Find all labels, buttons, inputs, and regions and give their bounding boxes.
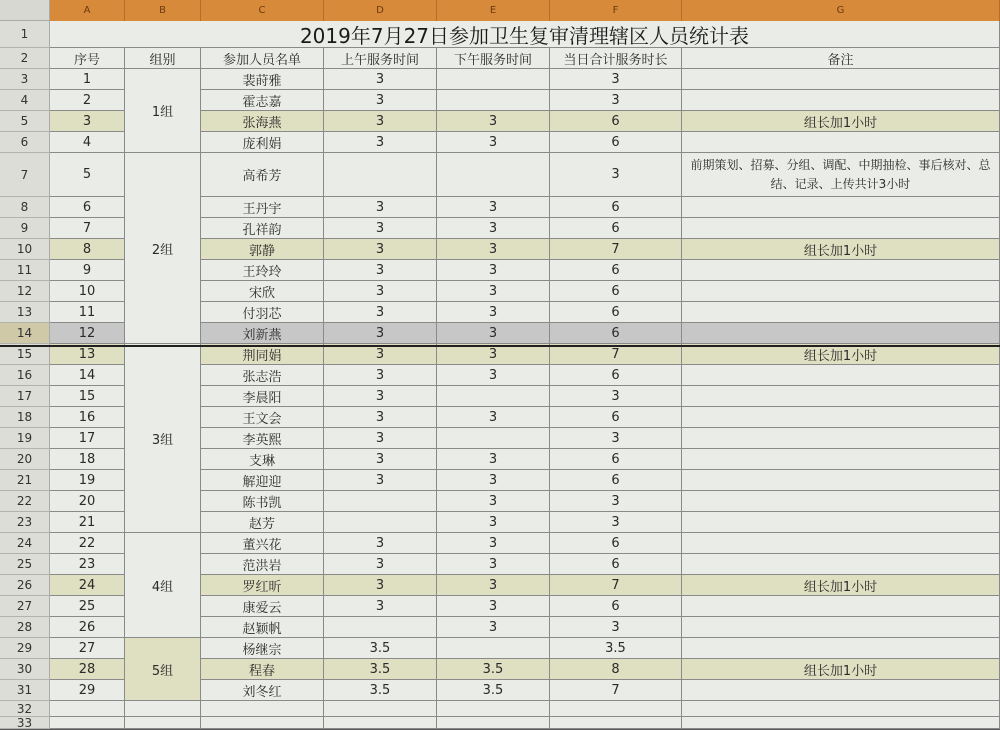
row-header-3[interactable]: 3 xyxy=(0,69,50,90)
cell-name[interactable]: 李晨阳 xyxy=(201,386,324,407)
cell-total[interactable]: 3 xyxy=(550,512,682,533)
cell-note[interactable] xyxy=(682,470,1000,491)
cell-am[interactable]: 3.5 xyxy=(324,680,437,701)
cell-note[interactable] xyxy=(682,449,1000,470)
cell-note[interactable] xyxy=(682,90,1000,111)
empty-cell[interactable] xyxy=(324,701,437,717)
row-header-7[interactable]: 7 xyxy=(0,153,50,197)
cell-total[interactable]: 3 xyxy=(550,428,682,449)
cell-name[interactable]: 陈书凯 xyxy=(201,491,324,512)
cell-total[interactable]: 6 xyxy=(550,218,682,239)
cell-note[interactable] xyxy=(682,260,1000,281)
cell-total[interactable]: 3 xyxy=(550,491,682,512)
cell-no[interactable]: 14 xyxy=(50,365,125,386)
row-header-21[interactable]: 21 xyxy=(0,470,50,491)
cell-pm[interactable]: 3 xyxy=(437,533,550,554)
empty-row xyxy=(50,717,1000,729)
cell-name[interactable]: 裴莳雅 xyxy=(201,69,324,90)
group-cell[interactable]: 4组 xyxy=(125,533,201,638)
cell-am[interactable] xyxy=(324,491,437,512)
cell-no[interactable]: 16 xyxy=(50,407,125,428)
row-header-19[interactable]: 19 xyxy=(0,428,50,449)
cell-am[interactable]: 3 xyxy=(324,197,437,218)
row-header-11[interactable]: 11 xyxy=(0,260,50,281)
cell-am[interactable]: 3 xyxy=(324,449,437,470)
cell-am[interactable] xyxy=(324,617,437,638)
cell-name[interactable]: 郭静 xyxy=(201,239,324,260)
cell-am[interactable]: 3 xyxy=(324,407,437,428)
header-note[interactable]: 备注 xyxy=(682,48,1000,69)
cell-note[interactable] xyxy=(682,132,1000,153)
cell-am[interactable]: 3 xyxy=(324,365,437,386)
cell-note[interactable] xyxy=(682,533,1000,554)
group-cell[interactable]: 1组 xyxy=(125,69,201,153)
cell-no[interactable]: 22 xyxy=(50,533,125,554)
cell-no[interactable]: 4 xyxy=(50,132,125,153)
cell-note[interactable] xyxy=(682,428,1000,449)
cell-pm[interactable]: 3 xyxy=(437,407,550,428)
cell-name[interactable]: 解迎迎 xyxy=(201,470,324,491)
cell-pm[interactable]: 3 xyxy=(437,239,550,260)
empty-cell[interactable] xyxy=(682,701,1000,717)
cell-total[interactable]: 6 xyxy=(550,449,682,470)
cell-pm[interactable] xyxy=(437,69,550,90)
row-header-9[interactable]: 9 xyxy=(0,218,50,239)
cell-total[interactable]: 6 xyxy=(550,470,682,491)
cell-name[interactable]: 罗红昕 xyxy=(201,575,324,596)
row-header-28[interactable]: 28 xyxy=(0,617,50,638)
row-header-12[interactable]: 12 xyxy=(0,281,50,302)
cell-no[interactable]: 8 xyxy=(50,239,125,260)
cell-am[interactable]: 3 xyxy=(324,239,437,260)
cell-pm[interactable] xyxy=(437,638,550,659)
cell-name[interactable]: 孔祥韵 xyxy=(201,218,324,239)
cell-no[interactable]: 10 xyxy=(50,281,125,302)
cell-pm[interactable]: 3 xyxy=(437,617,550,638)
cell-no[interactable]: 21 xyxy=(50,512,125,533)
cell-note[interactable] xyxy=(682,638,1000,659)
cell-am[interactable]: 3 xyxy=(324,533,437,554)
cell-name[interactable]: 董兴花 xyxy=(201,533,324,554)
cell-no[interactable]: 13 xyxy=(50,344,125,365)
cell-total[interactable]: 6 xyxy=(550,554,682,575)
cell-pm[interactable]: 3 xyxy=(437,449,550,470)
cell-total[interactable]: 6 xyxy=(550,260,682,281)
cell-am[interactable]: 3 xyxy=(324,596,437,617)
column-header-bar xyxy=(50,0,1000,21)
cell-no[interactable]: 3 xyxy=(50,111,125,132)
cell-pm[interactable]: 3 xyxy=(437,302,550,323)
cell-name[interactable]: 付羽芯 xyxy=(201,302,324,323)
cell-name[interactable]: 程春 xyxy=(201,659,324,680)
cell-am[interactable]: 3 xyxy=(324,554,437,575)
cell-note[interactable] xyxy=(682,365,1000,386)
cell-note[interactable] xyxy=(682,554,1000,575)
cell-note[interactable]: 组长加1小时 xyxy=(682,111,1000,132)
cell-am[interactable]: 3 xyxy=(324,218,437,239)
row-header-27[interactable]: 27 xyxy=(0,596,50,617)
cell-am[interactable]: 3 xyxy=(324,575,437,596)
cell-total[interactable]: 6 xyxy=(550,111,682,132)
header-row xyxy=(50,48,1000,69)
row-header-25[interactable]: 25 xyxy=(0,554,50,575)
cell-am[interactable] xyxy=(324,153,437,197)
cell-am[interactable]: 3 xyxy=(324,470,437,491)
cell-note[interactable] xyxy=(682,491,1000,512)
header-group[interactable]: 组别 xyxy=(125,48,201,69)
empty-cell[interactable] xyxy=(50,717,125,729)
empty-cell[interactable] xyxy=(550,701,682,717)
empty-row xyxy=(50,701,1000,717)
empty-cell[interactable] xyxy=(125,717,201,729)
empty-cell[interactable] xyxy=(125,701,201,717)
cell-total[interactable]: 7 xyxy=(550,344,682,365)
cell-total[interactable]: 8 xyxy=(550,659,682,680)
cell-total[interactable]: 6 xyxy=(550,302,682,323)
column-header-f[interactable]: F xyxy=(550,0,682,21)
cell-name[interactable]: 支琳 xyxy=(201,449,324,470)
column-header-a[interactable]: A xyxy=(50,0,125,21)
cell-no[interactable]: 15 xyxy=(50,386,125,407)
row-header-8[interactable]: 8 xyxy=(0,197,50,218)
cell-total[interactable]: 3.5 xyxy=(550,638,682,659)
cell-name[interactable]: 王丹宇 xyxy=(201,197,324,218)
cell-am[interactable]: 3 xyxy=(324,344,437,365)
header-am[interactable]: 上午服务时间 xyxy=(324,48,437,69)
cell-no[interactable]: 7 xyxy=(50,218,125,239)
empty-cell[interactable] xyxy=(437,701,550,717)
cell-name[interactable]: 赵颖帆 xyxy=(201,617,324,638)
cell-note[interactable] xyxy=(682,197,1000,218)
cell-total[interactable]: 3 xyxy=(550,617,682,638)
cell-am[interactable]: 3 xyxy=(324,132,437,153)
cell-no[interactable]: 29 xyxy=(50,680,125,701)
empty-cell[interactable] xyxy=(201,701,324,717)
cell-total[interactable]: 7 xyxy=(550,680,682,701)
empty-cell[interactable] xyxy=(550,717,682,729)
cell-pm[interactable] xyxy=(437,153,550,197)
cell-no[interactable]: 18 xyxy=(50,449,125,470)
cell-name[interactable]: 荆同娟 xyxy=(201,344,324,365)
header-pm[interactable]: 下午服务时间 xyxy=(437,48,550,69)
cell-no[interactable]: 19 xyxy=(50,470,125,491)
empty-cell[interactable] xyxy=(324,717,437,729)
row-header-30[interactable]: 30 xyxy=(0,659,50,680)
empty-cell[interactable] xyxy=(201,717,324,729)
cell-pm[interactable]: 3 xyxy=(437,132,550,153)
cell-name[interactable]: 高希芳 xyxy=(201,153,324,197)
row-header-23[interactable]: 23 xyxy=(0,512,50,533)
cell-note[interactable] xyxy=(682,323,1000,344)
cell-pm[interactable]: 3 xyxy=(437,470,550,491)
cell-name[interactable]: 王文会 xyxy=(201,407,324,428)
row-header-31[interactable]: 31 xyxy=(0,680,50,701)
cell-no[interactable]: 26 xyxy=(50,617,125,638)
selected-row-border xyxy=(0,345,1000,347)
cell-no[interactable]: 6 xyxy=(50,197,125,218)
cell-note[interactable]: 组长加1小时 xyxy=(682,575,1000,596)
cell-total[interactable]: 6 xyxy=(550,281,682,302)
cell-no[interactable]: 24 xyxy=(50,575,125,596)
cell-total[interactable]: 6 xyxy=(550,365,682,386)
cell-am[interactable] xyxy=(324,512,437,533)
cell-no[interactable]: 12 xyxy=(50,323,125,344)
cell-am[interactable]: 3 xyxy=(324,260,437,281)
cell-total[interactable]: 6 xyxy=(550,323,682,344)
cell-note[interactable] xyxy=(682,218,1000,239)
cell-total[interactable]: 3 xyxy=(550,69,682,90)
empty-cell[interactable] xyxy=(50,701,125,717)
cell-am[interactable]: 3 xyxy=(324,323,437,344)
cell-am[interactable]: 3.5 xyxy=(324,638,437,659)
group-cell[interactable]: 3组 xyxy=(125,344,201,533)
cell-no[interactable]: 9 xyxy=(50,260,125,281)
cell-pm[interactable]: 3.5 xyxy=(437,680,550,701)
column-header-b[interactable]: B xyxy=(125,0,201,21)
cell-note[interactable] xyxy=(682,680,1000,701)
cell-note[interactable] xyxy=(682,596,1000,617)
cell-no[interactable]: 17 xyxy=(50,428,125,449)
cell-note[interactable]: 组长加1小时 xyxy=(682,659,1000,680)
cell-note[interactable] xyxy=(682,512,1000,533)
cell-total[interactable]: 7 xyxy=(550,575,682,596)
cell-note[interactable]: 组长加1小时 xyxy=(682,239,1000,260)
row-header-22[interactable]: 22 xyxy=(0,491,50,512)
cell-no[interactable]: 27 xyxy=(50,638,125,659)
row-header-29[interactable]: 29 xyxy=(0,638,50,659)
cell-am[interactable]: 3 xyxy=(324,302,437,323)
cell-name[interactable]: 庞利娟 xyxy=(201,132,324,153)
cell-name[interactable]: 张海燕 xyxy=(201,111,324,132)
cell-total[interactable]: 3 xyxy=(550,90,682,111)
cell-note[interactable] xyxy=(682,386,1000,407)
cell-pm[interactable] xyxy=(437,386,550,407)
row-header-6[interactable]: 6 xyxy=(0,132,50,153)
cell-am[interactable]: 3 xyxy=(324,386,437,407)
cell-name[interactable]: 康爱云 xyxy=(201,596,324,617)
cell-name[interactable]: 范洪岩 xyxy=(201,554,324,575)
cell-total[interactable]: 7 xyxy=(550,239,682,260)
cell-am[interactable]: 3 xyxy=(324,281,437,302)
cell-note[interactable] xyxy=(682,407,1000,428)
cell-no[interactable]: 2 xyxy=(50,90,125,111)
row-header-20[interactable]: 20 xyxy=(0,449,50,470)
row-header-33[interactable]: 33 xyxy=(0,717,50,729)
cell-name[interactable]: 张志浩 xyxy=(201,365,324,386)
row-header-13[interactable]: 13 xyxy=(0,302,50,323)
cell-note[interactable]: 前期策划、招募、分组、调配、中期抽检、事后核对、总结、记录、上传共计3小时 xyxy=(682,153,1000,197)
cell-pm[interactable]: 3 xyxy=(437,365,550,386)
cell-pm[interactable]: 3 xyxy=(437,512,550,533)
cell-note[interactable] xyxy=(682,69,1000,90)
cell-pm[interactable]: 3 xyxy=(437,323,550,344)
cell-pm[interactable]: 3 xyxy=(437,260,550,281)
row-header-5[interactable]: 5 xyxy=(0,111,50,132)
row-header-16[interactable]: 16 xyxy=(0,365,50,386)
group-cell[interactable]: 2组 xyxy=(125,153,201,344)
empty-cell[interactable] xyxy=(682,717,1000,729)
column-header-e[interactable]: E xyxy=(437,0,550,21)
cell-note[interactable] xyxy=(682,281,1000,302)
cell-pm[interactable]: 3 xyxy=(437,281,550,302)
header-name[interactable]: 参加人员名单 xyxy=(201,48,324,69)
cell-pm[interactable]: 3 xyxy=(437,491,550,512)
cell-pm[interactable]: 3 xyxy=(437,596,550,617)
cell-pm[interactable]: 3 xyxy=(437,344,550,365)
column-header-d[interactable]: D xyxy=(324,0,437,21)
cell-name[interactable]: 刘冬红 xyxy=(201,680,324,701)
group-cell[interactable]: 5组 xyxy=(125,638,201,701)
sheet-title[interactable]: 2019年7月27日参加卫生复审清理辖区人员统计表 xyxy=(50,21,1000,48)
empty-cell[interactable] xyxy=(437,717,550,729)
row-header-24[interactable]: 24 xyxy=(0,533,50,554)
cell-name[interactable]: 刘新燕 xyxy=(201,323,324,344)
title-row xyxy=(50,21,1000,48)
row-header-1[interactable]: 1 xyxy=(0,21,50,48)
column-header-g[interactable]: G xyxy=(682,0,1000,21)
cell-no[interactable]: 28 xyxy=(50,659,125,680)
row-header-14[interactable]: 14 xyxy=(0,323,50,344)
cell-total[interactable]: 6 xyxy=(550,197,682,218)
cell-note[interactable] xyxy=(682,617,1000,638)
row-header-26[interactable]: 26 xyxy=(0,575,50,596)
cell-total[interactable]: 3 xyxy=(550,153,682,197)
cell-no[interactable]: 1 xyxy=(50,69,125,90)
cell-total[interactable]: 6 xyxy=(550,407,682,428)
cell-am[interactable]: 3 xyxy=(324,111,437,132)
cell-am[interactable]: 3 xyxy=(324,428,437,449)
cell-name[interactable]: 李英熙 xyxy=(201,428,324,449)
cell-pm[interactable]: 3.5 xyxy=(437,659,550,680)
cell-total[interactable]: 6 xyxy=(550,596,682,617)
cell-name[interactable]: 赵芳 xyxy=(201,512,324,533)
row-header-17[interactable]: 17 xyxy=(0,386,50,407)
cell-name[interactable]: 霍志嘉 xyxy=(201,90,324,111)
cell-name[interactable]: 宋欣 xyxy=(201,281,324,302)
cell-pm[interactable]: 3 xyxy=(437,554,550,575)
cell-total[interactable]: 6 xyxy=(550,533,682,554)
cell-no[interactable]: 23 xyxy=(50,554,125,575)
cell-no[interactable]: 20 xyxy=(50,491,125,512)
row-header-4[interactable]: 4 xyxy=(0,90,50,111)
header-no[interactable]: 序号 xyxy=(50,48,125,69)
cell-pm[interactable]: 3 xyxy=(437,575,550,596)
cell-no[interactable]: 25 xyxy=(50,596,125,617)
cell-pm[interactable] xyxy=(437,428,550,449)
cell-no[interactable]: 11 xyxy=(50,302,125,323)
cell-total[interactable]: 3 xyxy=(550,386,682,407)
cell-am[interactable]: 3 xyxy=(324,69,437,90)
cell-name[interactable]: 杨继宗 xyxy=(201,638,324,659)
header-total[interactable]: 当日合计服务时长 xyxy=(550,48,682,69)
cell-name[interactable]: 王玲玲 xyxy=(201,260,324,281)
cell-pm[interactable]: 3 xyxy=(437,111,550,132)
cell-pm[interactable]: 3 xyxy=(437,197,550,218)
row-header-32[interactable]: 32 xyxy=(0,701,50,717)
select-all-corner[interactable] xyxy=(0,0,50,21)
cell-am[interactable]: 3.5 xyxy=(324,659,437,680)
cell-note[interactable]: 组长加1小时 xyxy=(682,344,1000,365)
cell-total[interactable]: 6 xyxy=(550,132,682,153)
cell-pm[interactable]: 3 xyxy=(437,218,550,239)
column-header-c[interactable]: C xyxy=(201,0,324,21)
cell-note[interactable] xyxy=(682,302,1000,323)
row-header-18[interactable]: 18 xyxy=(0,407,50,428)
cell-no[interactable]: 5 xyxy=(50,153,125,197)
row-header-10[interactable]: 10 xyxy=(0,239,50,260)
cell-am[interactable]: 3 xyxy=(324,90,437,111)
row-header-2[interactable]: 2 xyxy=(0,48,50,69)
row-header-15[interactable]: 15 xyxy=(0,344,50,365)
cell-pm[interactable] xyxy=(437,90,550,111)
